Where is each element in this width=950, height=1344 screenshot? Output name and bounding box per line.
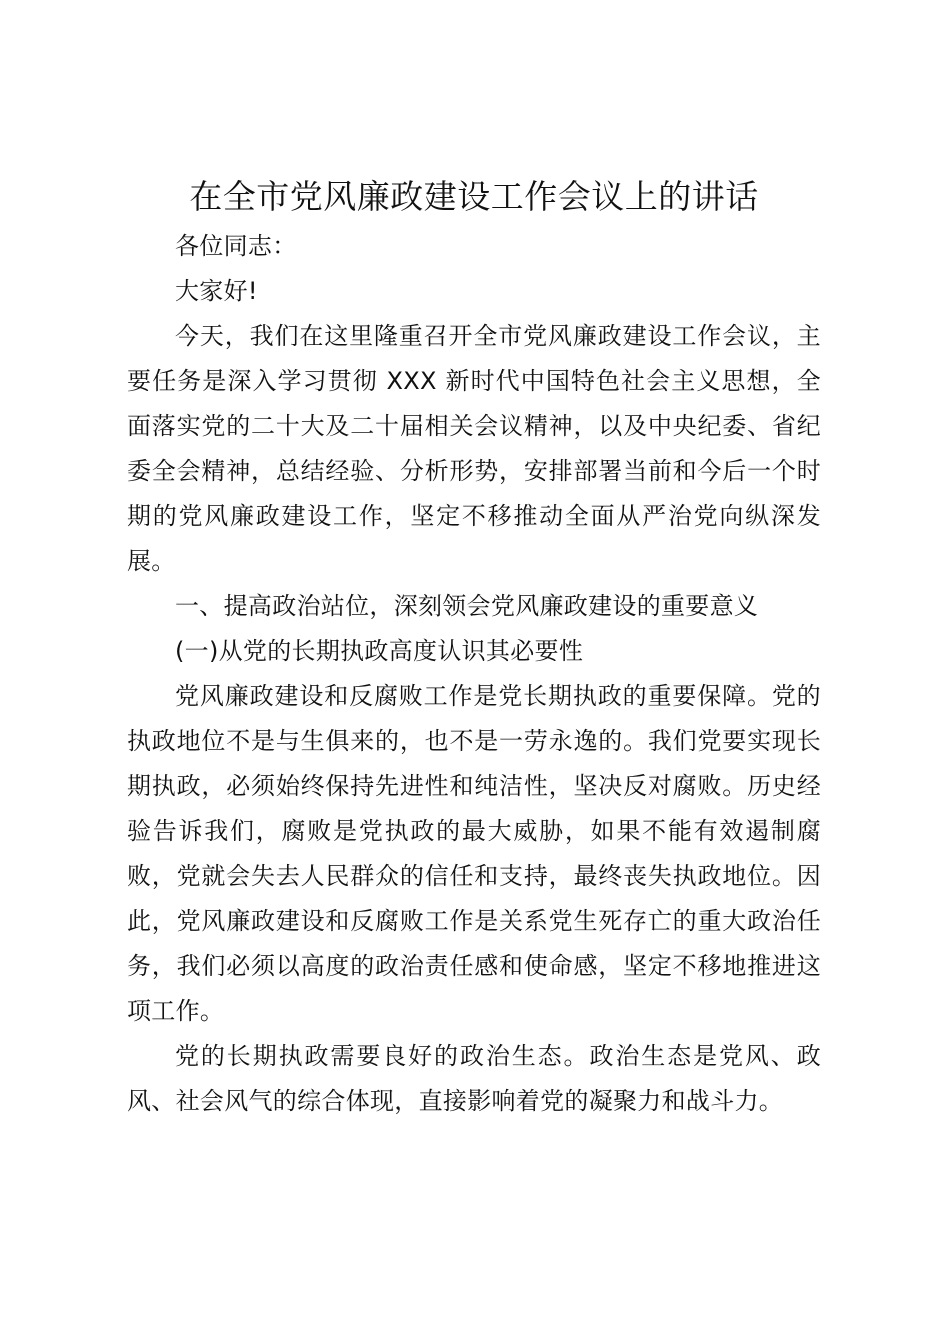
document-body (127, 172, 821, 1124)
body-paragraph: 党风廉政建设和反腐败工作是党长期执政的重要保障。党的执政地位不是与生俱来的，也不是一劳永逸的。我们党要实现长期执政，必须始终保持先进性和纯洁性，坚决反对腐败。历史经验告诉我们，腐败是党执政的最大威胁，如果不能有效遏制腐败，党就会失去人民群众的信任和支持，最终丧失执政地位。因此，党风廉政建设和反腐败工作是关系党生死存亡的重大政治任务，我们必须以高度的政治责任感和使命感，坚定不移地推进这项工作。 (127, 682, 821, 1025)
body-paragraph: 党的长期执政需要良好的政治生态。政治生态是党风、政风、社会风气的综合体现，直接影响着党的凝聚力和战斗力。 (127, 1042, 821, 1115)
document-title: 在全市党风廉政建设工作会议上的讲话 (189, 177, 759, 216)
intro-paragraph: 今天，我们在这里隆重召开全市党风廉政建设工作会议，主要任务是深入学习贯彻 XXX 新时代中国特色社会主义思想，全面落实党的二十大及二十届相关会议精神，以及中央纪委、省纪委全会精神，总结经验、分析形势，安排部署当前和今后一个时期的党风廉政建设工作，坚定不移推动全面从严治党向纵深发展。 (127, 322, 821, 575)
greeting: 大家好! (175, 277, 258, 305)
section-heading-1: 一、提高政治站位，深刻领会党风廉政建设的重要意义 (175, 592, 759, 620)
salutation: 各位同志： (175, 232, 297, 260)
subsection-heading-1-1: (一)从党的长期执政高度认识其必要性 (175, 637, 584, 665)
